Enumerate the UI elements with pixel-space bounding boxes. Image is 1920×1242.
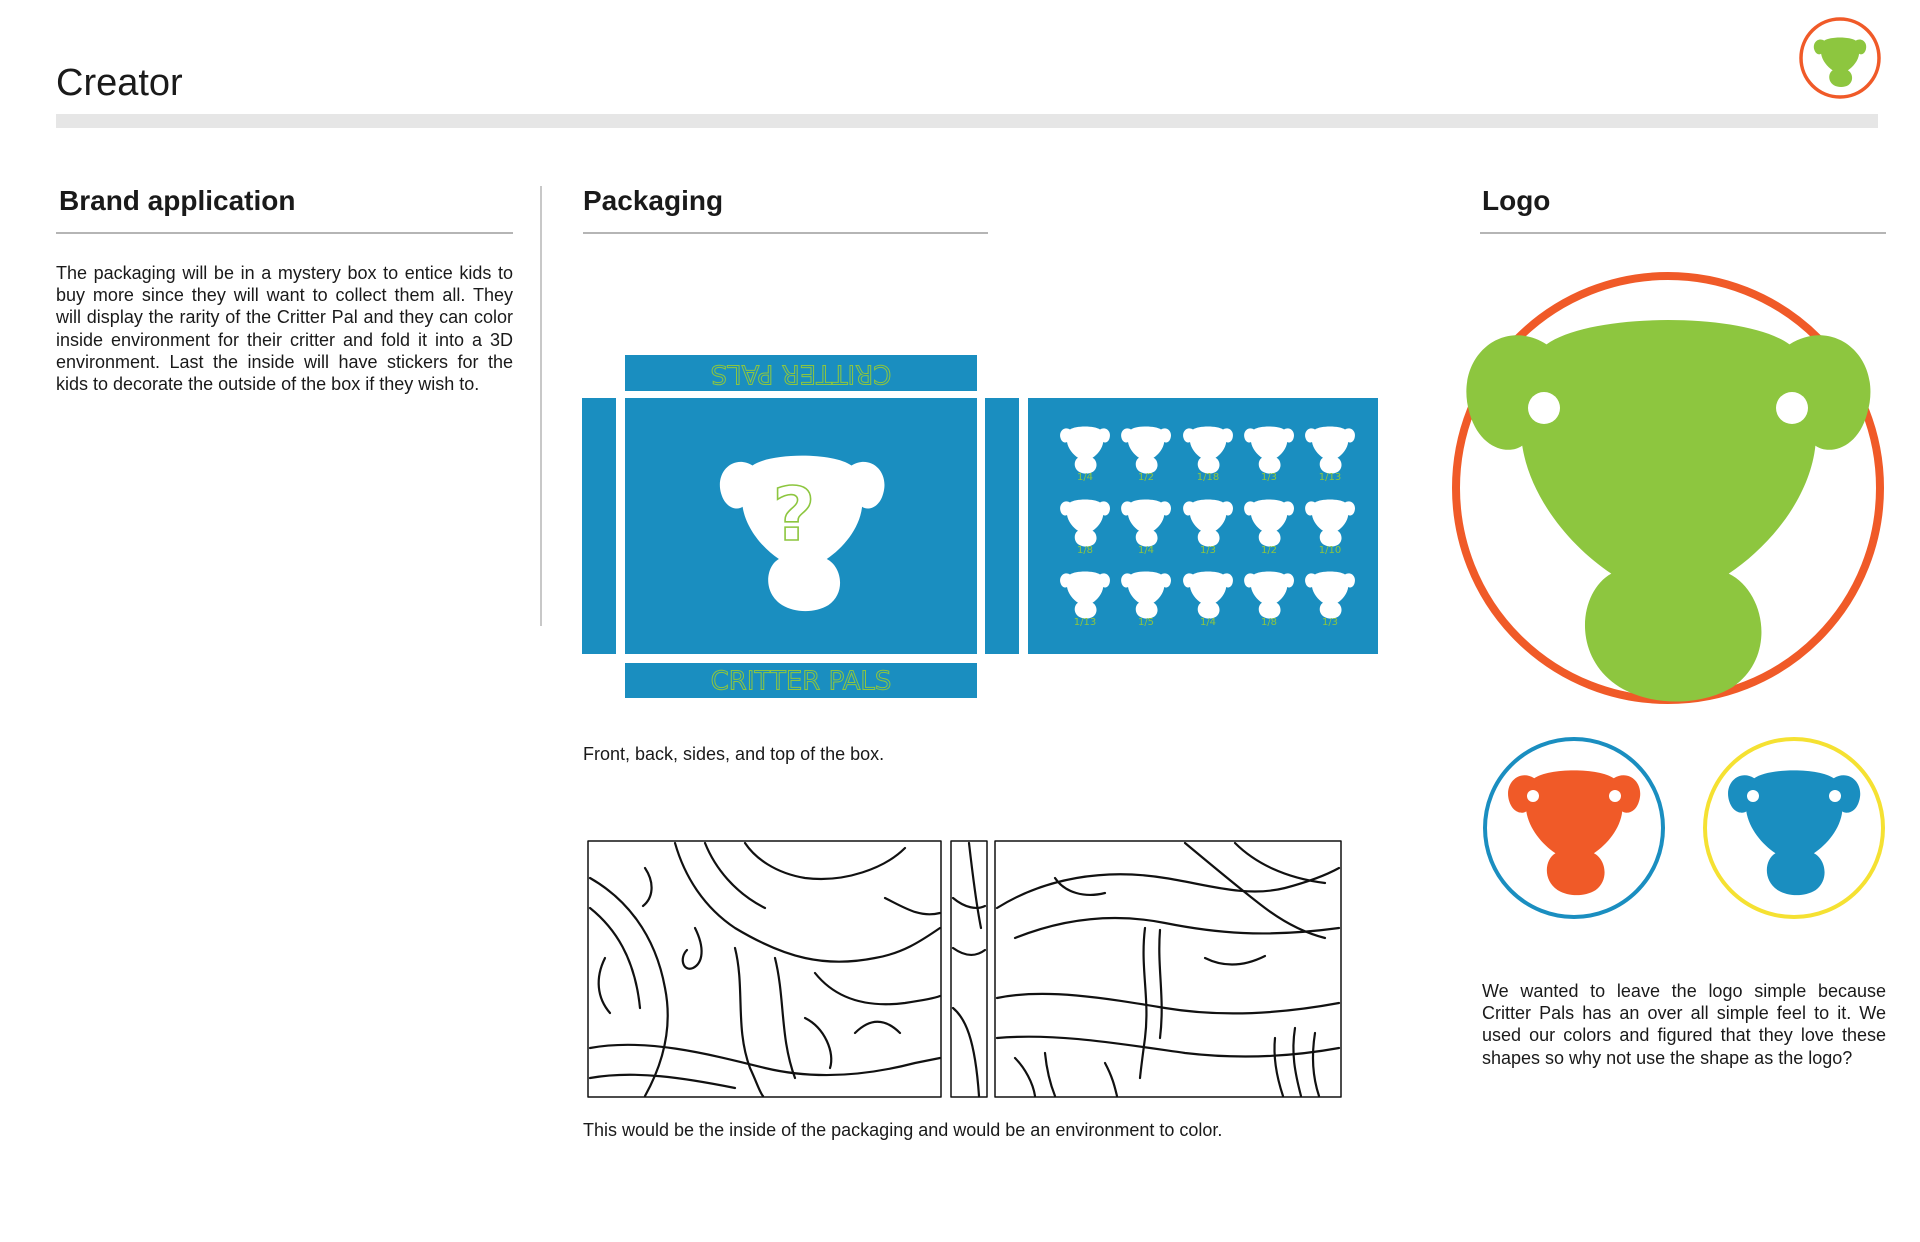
rarity-label: 1/8 [1076, 545, 1094, 556]
rarity-label: 1/5 [1137, 617, 1155, 628]
brand-heading: Brand application [59, 185, 296, 216]
brand-rule [56, 232, 513, 234]
rarity-label: 1/18 [1196, 472, 1220, 483]
logo-rule [1480, 232, 1886, 234]
rarity-label: 1/4 [1076, 472, 1094, 483]
logo-variant-blue [1700, 734, 1888, 922]
inside-environment-illustration [585, 838, 1345, 1100]
title-rule [56, 114, 1878, 128]
packaging-heading: Packaging [583, 185, 724, 216]
packaging-rule [583, 232, 988, 234]
rarity-label: 1/8 [1260, 617, 1278, 628]
rarity-label: 1/2 [1260, 545, 1278, 556]
column-divider [540, 186, 542, 626]
box-left-side [582, 398, 616, 654]
rarity-label: 1/3 [1321, 617, 1339, 628]
rarity-label: 1/3 [1199, 545, 1217, 556]
page-title: Creator [56, 62, 183, 104]
logo-ear-hole-left [1528, 392, 1560, 424]
logo-ear-hole-right [1776, 392, 1808, 424]
critter-head-icon [1798, 16, 1882, 100]
box-caption: Front, back, sides, and top of the box. [583, 744, 885, 764]
inside-caption: This would be the inside of the packaging and would be an environment to color. [583, 1120, 1223, 1140]
brand-paragraph: The packaging will be in a mystery box to entice kids to buy more since they will want to collect them all. They will display the rarity of the Critter Pal and they can color inside environment for their critter and fold it into a 3D environment. Last the inside will have stickers for the kids to decorate the outside of the box if they wish to. [56, 263, 513, 395]
logo-heading: Logo [1482, 185, 1551, 216]
question-mark-icon: ? [772, 472, 816, 558]
rarity-label: 1/2 [1137, 472, 1155, 483]
rarity-label: 1/4 [1137, 545, 1155, 556]
box-dieline [580, 352, 1380, 698]
box-right-side [985, 398, 1019, 654]
rarity-label: 1/10 [1318, 545, 1342, 556]
rarity-label: 1/4 [1199, 617, 1217, 628]
box-bottom-label: CRITTER PALS [710, 666, 892, 697]
rarity-label: 1/13 [1318, 472, 1342, 483]
rarity-label: 1/13 [1073, 617, 1097, 628]
primary-logo [1450, 270, 1886, 706]
logo-paragraph: We wanted to leave the logo simple because Critter Pals has an over all simple feel to it. We used our colors and figured that they love these shapes so why not use the shape as the logo? [1482, 981, 1886, 1068]
rarity-label: 1/3 [1260, 472, 1278, 483]
logo-variant-orange [1480, 734, 1668, 922]
box-top-label: CRITTER PALS [710, 358, 892, 389]
